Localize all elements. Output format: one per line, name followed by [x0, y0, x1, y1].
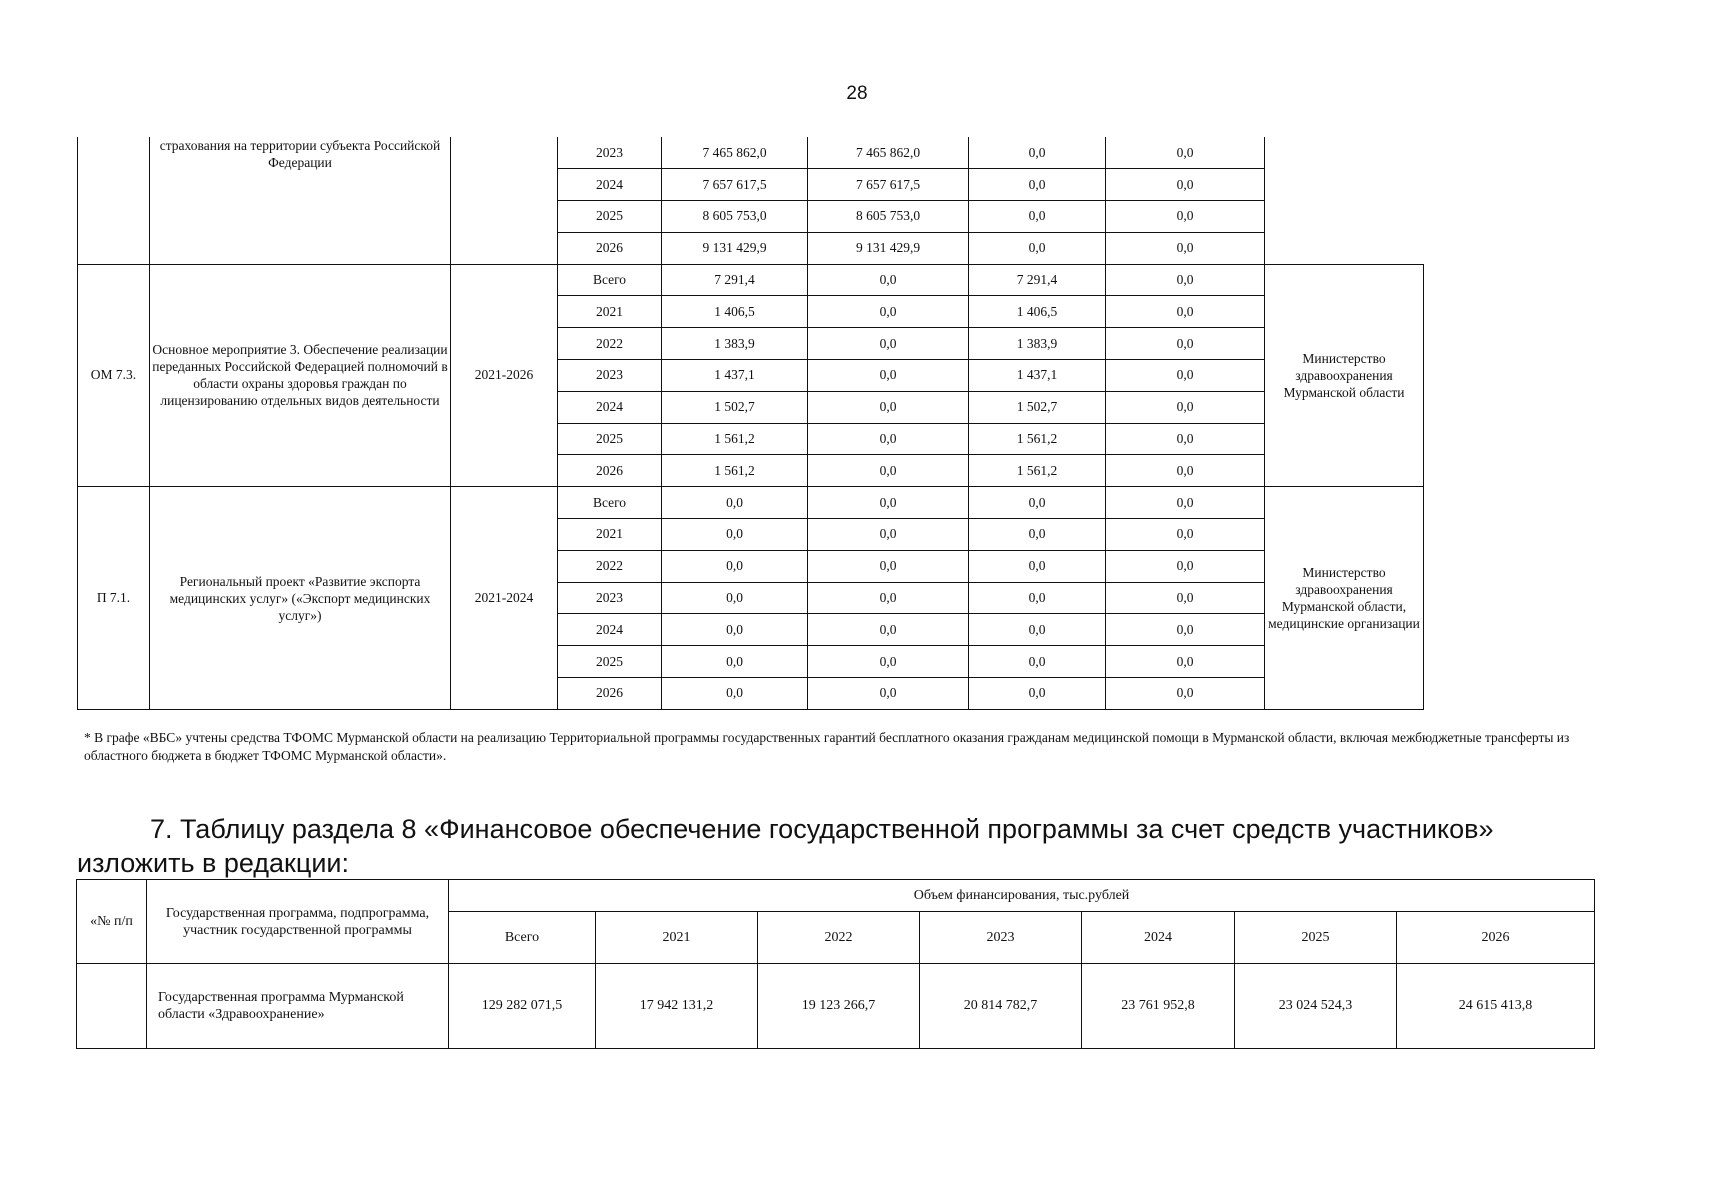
section-heading: 7. Таблицу раздела 8 «Финансовое обеспечение государственной программы за счет средств участников» изложить в редакции: — [77, 814, 1494, 878]
value-cell: 0,0 — [808, 519, 969, 551]
value-cell: 0,0 — [808, 614, 969, 646]
activity-name: Основное мероприятие 3. Обеспечение реализации переданных Российской Федерацией полномочий в области охраны здоровья граждан по лицензированию отдельных видов деятельности — [150, 264, 451, 487]
value-cell: 0,0 — [808, 455, 969, 487]
value-cell: 1 383,9 — [969, 328, 1106, 360]
value-cell: 0,0 — [1106, 519, 1265, 551]
executor-cell: Министерство здравоохранения Мурманской области — [1265, 264, 1424, 487]
value-cell: 1 502,7 — [662, 391, 808, 423]
value-cell: 0,0 — [969, 646, 1106, 678]
value-cell: 0,0 — [1106, 646, 1265, 678]
value-cell: 0,0 — [969, 582, 1106, 614]
value-cell: 0,0 — [969, 201, 1106, 233]
table-row — [77, 964, 1595, 1049]
value-cell: 0,0 — [969, 614, 1106, 646]
program-name: Государственная программа Мурманской области «Здравоохранение» — [147, 964, 449, 1049]
value-cell: 0,0 — [1106, 137, 1265, 169]
value-cell: 0,0 — [662, 646, 808, 678]
value-cell: 0,0 — [662, 519, 808, 551]
footnote: * В графе «ВБС» учтены средства ТФОМС Мурманской области на реализацию Территориальной программы государственных гарантий бесплатного оказания гражданам медицинской помощи в Мурманской области, включая межбюджетные трансферты из областного бюджета в бюджет ТФОМС Мурманской области». — [84, 730, 1570, 763]
period-cell — [451, 137, 558, 264]
code-cell — [78, 137, 150, 264]
value-cell: 0,0 — [969, 137, 1106, 169]
value-cell: 0,0 — [1106, 455, 1265, 487]
period-cell: 2021-2024 — [451, 487, 558, 710]
participants-financing-table — [76, 879, 1595, 1049]
value-cell: 7 657 617,5 — [662, 169, 808, 201]
financing-table-continued — [77, 137, 1714, 710]
value-cell: 1 561,2 — [662, 455, 808, 487]
year-cell: 2022 — [558, 550, 662, 582]
year-cell: 2026 — [558, 455, 662, 487]
year-cell: 2023 — [558, 137, 662, 169]
value-cell: 9 131 429,9 — [662, 232, 808, 264]
year-cell: 2021 — [558, 296, 662, 328]
value-cell: 0,0 — [969, 550, 1106, 582]
value-cell: 1 561,2 — [969, 423, 1106, 455]
value-cell: 0,0 — [969, 678, 1106, 710]
value-cell: 0,0 — [808, 391, 969, 423]
col-name-header: Государственная программа, подпрограмма, участник государственной программы — [147, 880, 449, 964]
value-cell: 0,0 — [1106, 423, 1265, 455]
year-cell: 2026 — [558, 678, 662, 710]
value-cell: 0,0 — [969, 519, 1106, 551]
table-row — [78, 264, 1714, 296]
value-cell: 1 502,7 — [969, 391, 1106, 423]
value-cell: 0,0 — [1106, 328, 1265, 360]
value-cell: 0,0 — [1106, 614, 1265, 646]
year-header: 2023 — [920, 912, 1082, 964]
period-cell: 2021-2026 — [451, 264, 558, 487]
value-cell: 0,0 — [969, 169, 1106, 201]
value-cell: 9 131 429,9 — [808, 232, 969, 264]
value-cell: 0,0 — [1106, 582, 1265, 614]
value-cell: 7 291,4 — [969, 264, 1106, 296]
value-cell: 0,0 — [662, 582, 808, 614]
value-cell: 0,0 — [808, 328, 969, 360]
value-cell: 0,0 — [969, 487, 1106, 519]
col-number-header: «№ п/п — [77, 880, 147, 964]
year-cell: 2025 — [558, 201, 662, 233]
value-cell: 0,0 — [808, 487, 969, 519]
year-cell: 2025 — [558, 423, 662, 455]
table-row — [78, 487, 1714, 519]
value-cell: 0,0 — [969, 232, 1106, 264]
col-group-header: Объем финансирования, тыс.рублей — [449, 880, 1595, 912]
year-header: 2026 — [1397, 912, 1595, 964]
value-cell: 7 465 862,0 — [662, 137, 808, 169]
value-cell: 0,0 — [1106, 169, 1265, 201]
value-cell: 17 942 131,2 — [596, 964, 758, 1049]
value-cell: 23 761 952,8 — [1082, 964, 1235, 1049]
value-cell: 1 406,5 — [662, 296, 808, 328]
value-cell: 0,0 — [1106, 391, 1265, 423]
year-cell: Всего — [558, 487, 662, 519]
year-cell: 2024 — [558, 614, 662, 646]
table-row — [78, 137, 1714, 169]
executor-cell — [1265, 137, 1424, 264]
year-header: 2021 — [596, 912, 758, 964]
value-cell: 0,0 — [1106, 550, 1265, 582]
year-cell: 2026 — [558, 232, 662, 264]
value-cell: 8 605 753,0 — [808, 201, 969, 233]
value-cell: 1 561,2 — [969, 455, 1106, 487]
year-cell: Всего — [558, 264, 662, 296]
value-cell: 0,0 — [1106, 264, 1265, 296]
page-number: 28 — [846, 83, 868, 104]
year-cell: 2023 — [558, 360, 662, 392]
year-cell: 2021 — [558, 519, 662, 551]
code-cell: ОМ 7.3. — [78, 264, 150, 487]
value-cell: 0,0 — [808, 264, 969, 296]
value-cell: 23 024 524,3 — [1235, 964, 1397, 1049]
value-cell: 20 814 782,7 — [920, 964, 1082, 1049]
value-cell: 7 657 617,5 — [808, 169, 969, 201]
value-cell: 0,0 — [808, 296, 969, 328]
year-header: 2024 — [1082, 912, 1235, 964]
value-cell: 1 561,2 — [662, 423, 808, 455]
value-cell: 129 282 071,5 — [449, 964, 596, 1049]
value-cell: 0,0 — [1106, 360, 1265, 392]
year-header: Всего — [449, 912, 596, 964]
value-cell: 0,0 — [662, 614, 808, 646]
value-cell: 1 437,1 — [662, 360, 808, 392]
value-cell: 0,0 — [1106, 487, 1265, 519]
value-cell: 0,0 — [808, 646, 969, 678]
code-cell: П 7.1. — [78, 487, 150, 710]
value-cell: 0,0 — [1106, 201, 1265, 233]
value-cell: 0,0 — [808, 360, 969, 392]
value-cell: 19 123 266,7 — [758, 964, 920, 1049]
executor-cell: Министерство здравоохранения Мурманской области, медицинские организации — [1265, 487, 1424, 710]
value-cell: 0,0 — [1106, 232, 1265, 264]
activity-name: страхования на территории субъекта Российской Федерации — [150, 137, 451, 264]
year-header: 2022 — [758, 912, 920, 964]
value-cell: 0,0 — [662, 678, 808, 710]
activity-name: Региональный проект «Развитие экспорта медицинских услуг» («Экспорт медицинских услуг») — [150, 487, 451, 710]
year-cell: 2023 — [558, 582, 662, 614]
value-cell: 24 615 413,8 — [1397, 964, 1595, 1049]
value-cell: 7 465 862,0 — [808, 137, 969, 169]
value-cell: 0,0 — [1106, 296, 1265, 328]
value-cell: 0,0 — [1106, 678, 1265, 710]
row-number — [77, 964, 147, 1049]
value-cell: 0,0 — [808, 582, 969, 614]
year-cell: 2024 — [558, 391, 662, 423]
value-cell: 8 605 753,0 — [662, 201, 808, 233]
value-cell: 0,0 — [808, 678, 969, 710]
year-cell: 2025 — [558, 646, 662, 678]
value-cell: 1 437,1 — [969, 360, 1106, 392]
value-cell: 0,0 — [808, 550, 969, 582]
value-cell: 7 291,4 — [662, 264, 808, 296]
value-cell: 0,0 — [808, 423, 969, 455]
value-cell: 1 383,9 — [662, 328, 808, 360]
year-header: 2025 — [1235, 912, 1397, 964]
value-cell: 0,0 — [662, 550, 808, 582]
year-cell: 2024 — [558, 169, 662, 201]
header-row — [77, 880, 1595, 912]
year-cell: 2022 — [558, 328, 662, 360]
value-cell: 0,0 — [662, 487, 808, 519]
value-cell: 1 406,5 — [969, 296, 1106, 328]
